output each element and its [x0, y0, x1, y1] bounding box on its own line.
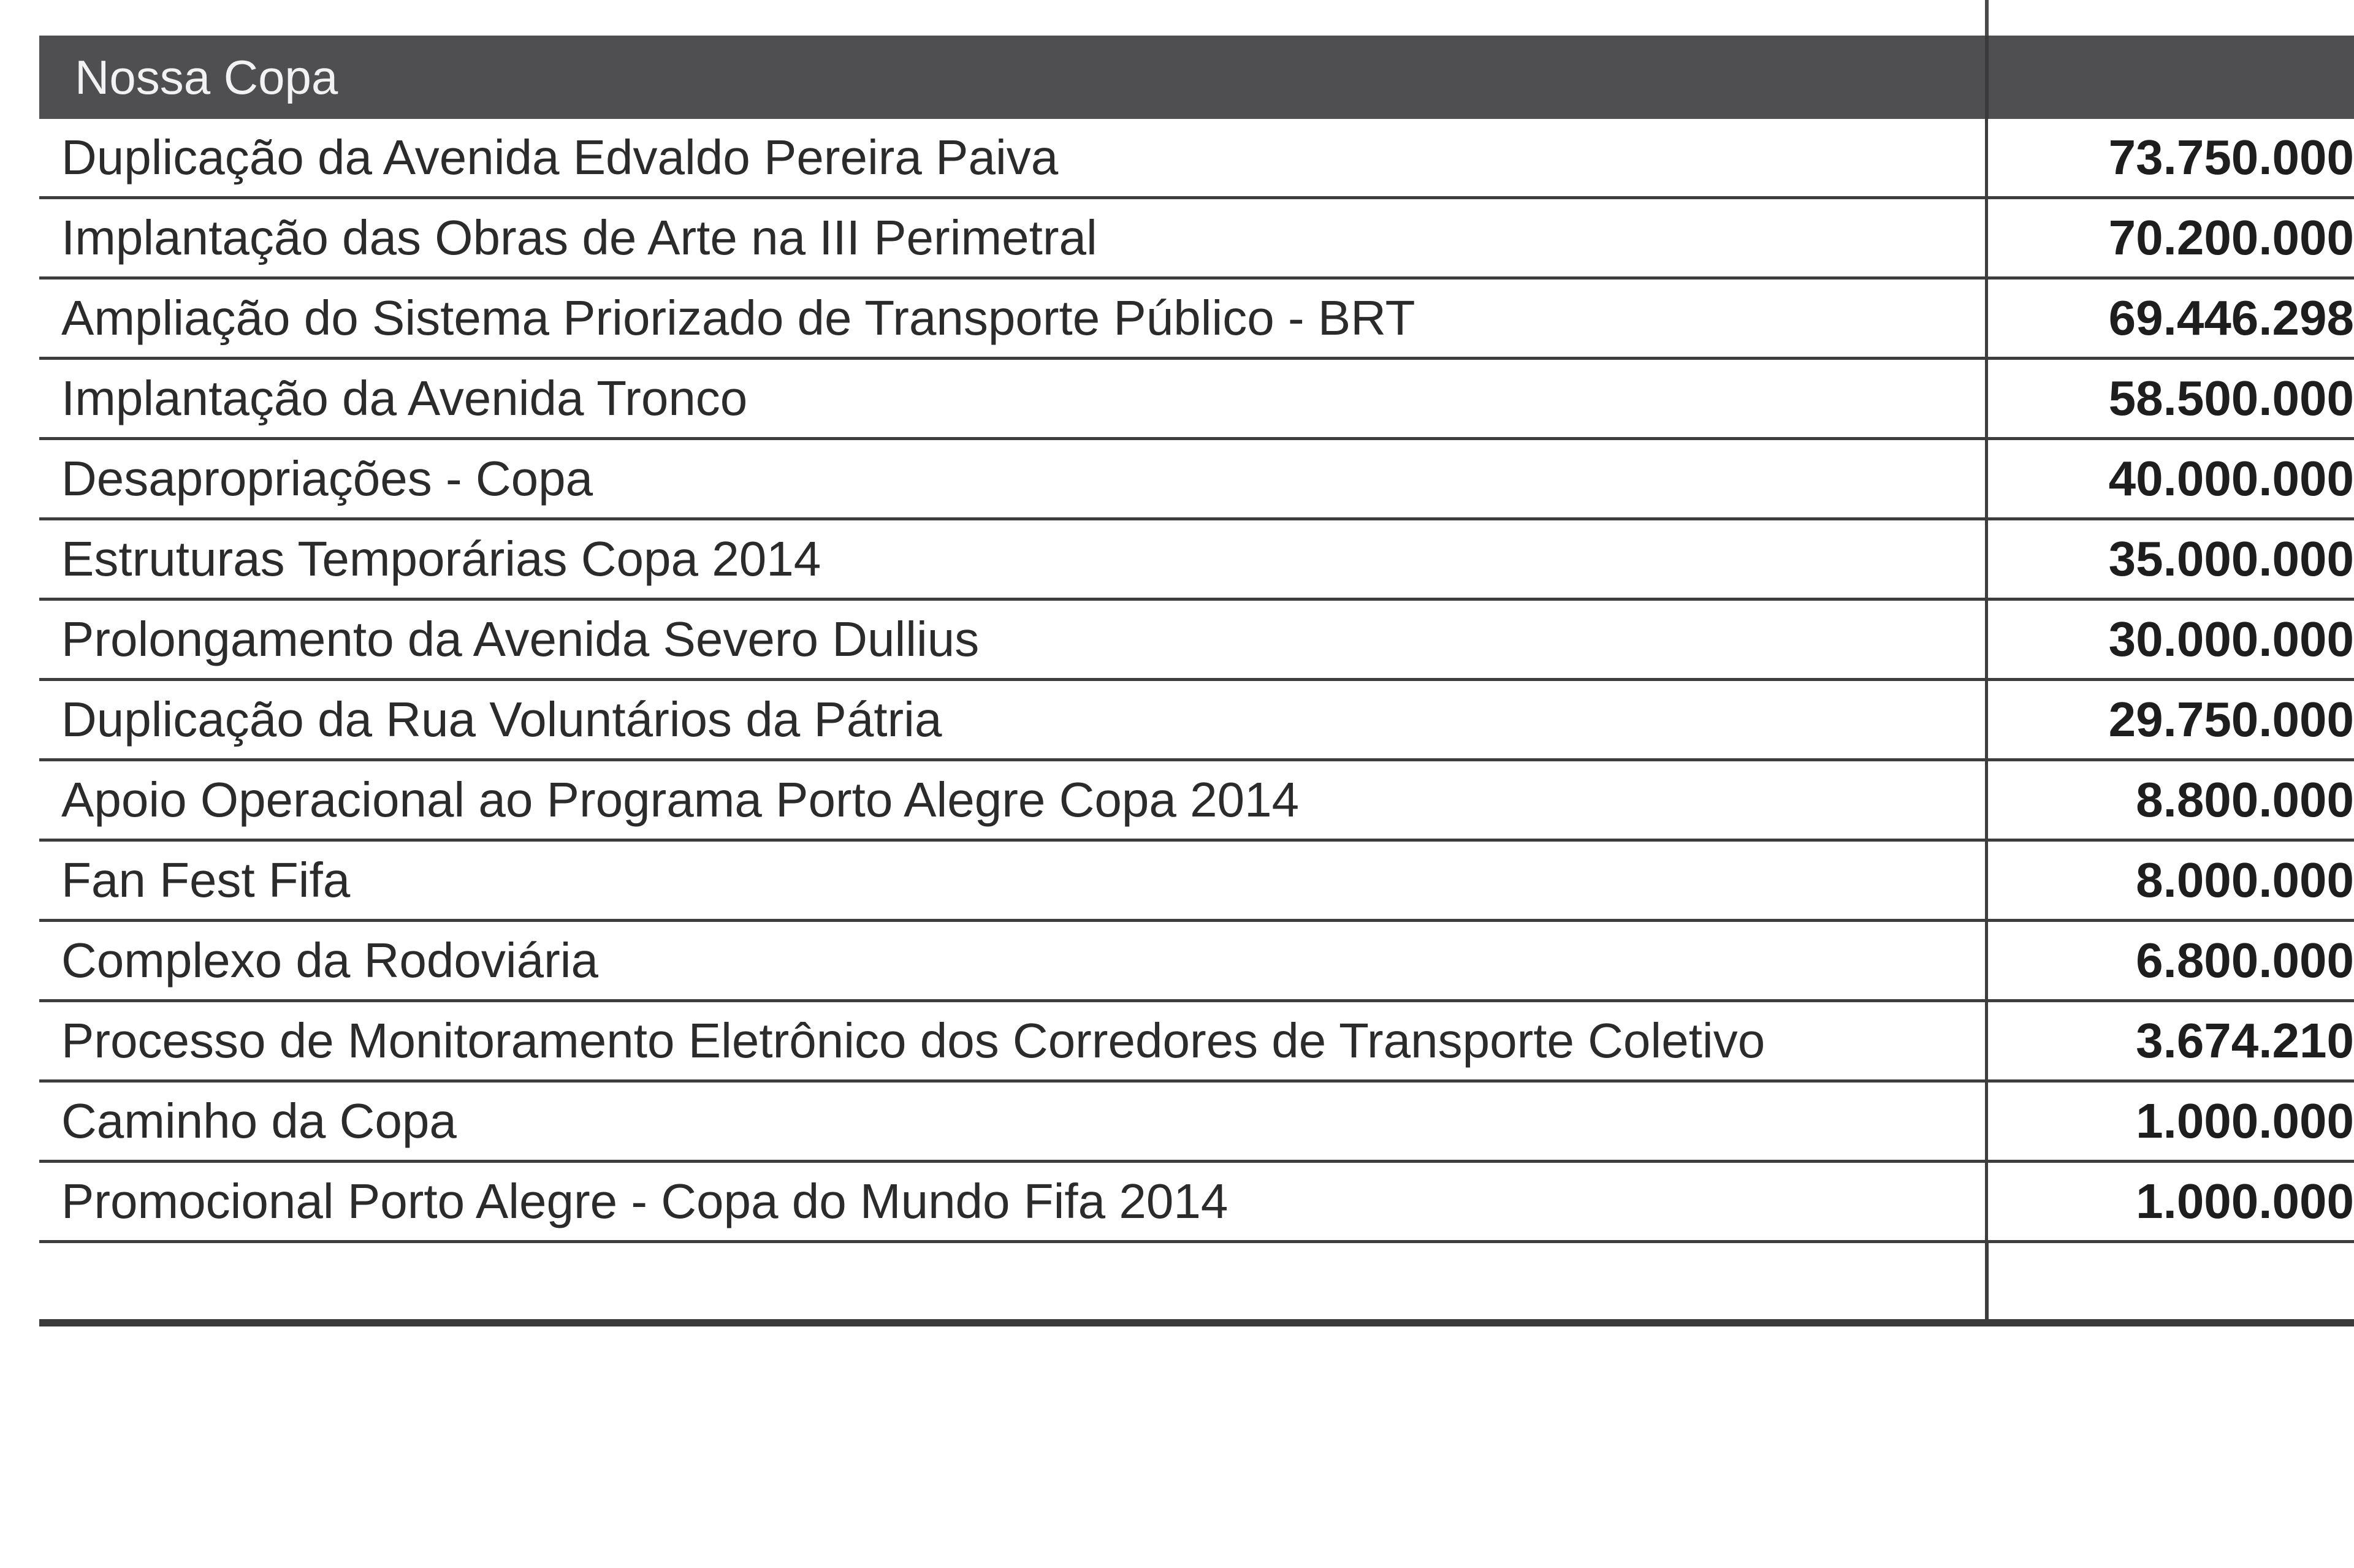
row-label: Estruturas Temporárias Copa 2014: [61, 531, 821, 586]
row-label: Desapropriações - Copa: [61, 451, 593, 506]
row-value: 1.000.000: [2136, 1094, 2354, 1148]
table-row: [39, 360, 2354, 440]
table-row: [39, 119, 2354, 199]
table-row: [39, 440, 2354, 520]
row-label: Caminho da Copa: [61, 1094, 457, 1148]
table-row: [39, 1163, 2354, 1243]
row-label: Complexo da Rodoviária: [61, 933, 599, 988]
row-label: Ampliação do Sistema Priorizado de Transporte Público - BRT: [61, 291, 1415, 345]
row-value: 69.446.298: [2108, 291, 2354, 345]
row-value: 73.750.000: [2108, 130, 2354, 185]
row-label: Promocional Porto Alegre - Copa do Mundo Fifa 2014: [61, 1174, 1228, 1228]
column-divider: [1985, 842, 1988, 919]
row-label: Duplicação da Avenida Edvaldo Pereira Paiva: [61, 130, 1059, 185]
column-divider: [1985, 520, 1988, 598]
table-row: [39, 681, 2354, 761]
row-value: 8.000.000: [2136, 853, 2354, 907]
row-value: 6.800.000: [2136, 933, 2354, 988]
budget-table: [39, 36, 2354, 1326]
row-label: Processo de Monitoramento Eletrônico dos Corredores de Transporte Coletivo: [61, 1013, 1766, 1068]
row-value: 1.000.000: [2136, 1174, 2354, 1228]
table-row: [39, 520, 2354, 601]
row-value: 70.200.000: [2108, 210, 2354, 265]
table-row: [39, 1002, 2354, 1083]
column-divider: [1985, 119, 1988, 196]
table-section-title: Nossa Copa: [75, 50, 338, 104]
row-label: Duplicação da Rua Voluntários da Pátria: [61, 692, 942, 747]
row-value: 30.000.000: [2108, 612, 2354, 666]
row-value: 40.000.000: [2108, 451, 2354, 506]
column-divider: [1985, 1163, 1988, 1240]
row-label: Prolongamento da Avenida Severo Dullius: [61, 612, 980, 666]
row-label: Fan Fest Fifa: [61, 853, 351, 907]
row-label: Implantação das Obras de Arte na III Perimetral: [61, 210, 1097, 265]
table-row: [39, 842, 2354, 922]
column-divider: [1985, 601, 1988, 678]
table-header-row: [39, 36, 2354, 119]
table-row: [39, 601, 2354, 681]
column-divider: [1985, 360, 1988, 437]
table-row: [39, 922, 2354, 1002]
column-divider: [1985, 1002, 1988, 1079]
table-row: [39, 761, 2354, 842]
column-divider: [1985, 36, 1989, 119]
table-row: [39, 1083, 2354, 1163]
row-label: Implantação da Avenida Tronco: [61, 371, 748, 425]
column-divider: [1985, 681, 1988, 758]
table-row: [39, 199, 2354, 280]
column-divider: [1985, 440, 1988, 517]
column-divider: [1985, 922, 1988, 999]
row-value: 35.000.000: [2108, 531, 2354, 586]
row-label: Apoio Operacional ao Programa Porto Alegre Copa 2014: [61, 772, 1300, 827]
row-value: 3.674.210: [2136, 1013, 2354, 1068]
total-value: [1989, 1243, 2354, 1319]
row-value: 29.750.000: [2108, 692, 2354, 747]
row-value: 58.500.000: [2108, 371, 2354, 425]
column-divider-top: [1985, 0, 1989, 38]
column-divider: [1985, 761, 1988, 839]
column-divider: [1985, 1083, 1988, 1160]
column-divider: [1985, 199, 1988, 276]
table-total-row: [39, 1243, 2354, 1326]
row-value: 8.800.000: [2136, 772, 2354, 827]
column-divider: [1985, 280, 1988, 357]
table-row: [39, 280, 2354, 360]
table-body: [39, 119, 2354, 1243]
